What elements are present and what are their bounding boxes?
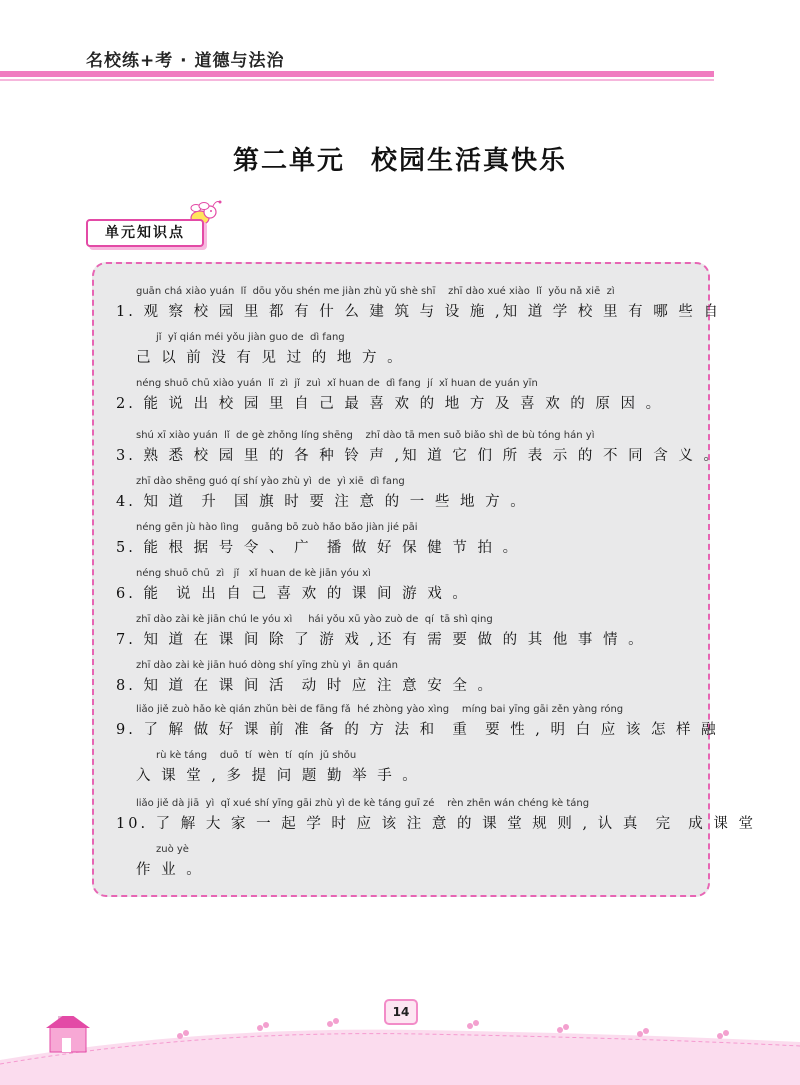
knowledge-item-text: 作 业 。: [136, 862, 204, 878]
unit-name: 校园生活真快乐: [371, 146, 568, 176]
knowledge-item-text: 10. 了 解 大 家 一 起 学 时 应 该 注 意 的 课 堂 规 则 , 认 真 完 成 课 堂: [116, 816, 757, 832]
unit-title: [0, 140, 800, 177]
knowledge-item-text: 5. 能 根 据 号 令 、 广 播 做 好 保 健 节 拍 。: [116, 540, 521, 556]
section-badge: 单元知识点: [86, 219, 204, 247]
house-icon: [46, 1016, 90, 1052]
page-number: 14: [384, 999, 418, 1025]
knowledge-item-text: 己 以 前 没 有 见 过 的 地 方 。: [136, 350, 405, 366]
knowledge-item-text: 4. 知 道 升 国 旗 时 要 注 意 的 一 些 地 方 。: [116, 494, 528, 510]
header-rule: [0, 71, 714, 77]
knowledge-item-text: 9. 了 解 做 好 课 前 准 备 的 方 法 和 重 要 性 , 明 白 应 该 怎 样 融: [116, 722, 719, 738]
pinyin-line: néng shuō chū zì jǐ xǐ huan de kè jiān yóu xì: [136, 568, 371, 579]
knowledge-item-text: 8. 知 道 在 课 间 活 动 时 应 注 意 安 全 。: [116, 678, 495, 694]
pinyin-line: néng shuō chū xiào yuán lǐ zì jǐ zuì xǐ huan de dì fang jí xǐ huan de yuán yīn: [136, 378, 538, 389]
pinyin-line: zhī dào shēng guó qí shí yào zhù yì de yì xiē dì fang: [136, 476, 405, 487]
knowledge-item-text: 入 课 堂 , 多 提 问 题 勤 举 手 。: [136, 768, 420, 784]
footer-decoration: [0, 1016, 800, 1085]
unit-part: 第二单元: [232, 146, 345, 176]
header-rule-thin: [0, 79, 714, 81]
pinyin-line: rù kè táng duō tí wèn tí qín jǔ shǒu: [156, 750, 357, 761]
knowledge-item-text: 6. 能 说 出 自 己 喜 欢 的 课 间 游 戏 。: [116, 586, 470, 602]
knowledge-item-text: 3. 熟 悉 校 园 里 的 各 种 铃 声 ,知 道 它 们 所 表 示 的 不 同 含 义 。: [116, 448, 721, 464]
page-header: [0, 0, 800, 80]
pinyin-line: zuò yè: [156, 844, 189, 855]
pinyin-line: liǎo jiě zuò hǎo kè qián zhǔn bèi de fāng fǎ hé zhòng yào xìng míng bai yīng gāi zěn yàng róng: [136, 704, 624, 715]
pinyin-line: shú xī xiào yuán lǐ de gè zhǒng líng shēng zhī dào tā men suǒ biǎo shì de bù tóng hán yì: [136, 430, 595, 441]
knowledge-item-text: 2. 能 说 出 校 园 里 自 己 最 喜 欢 的 地 方 及 喜 欢 的 原 因 。: [116, 396, 664, 412]
knowledge-item-text: 1. 观 察 校 园 里 都 有 什 么 建 筑 与 设 施 ,知 道 学 校 里 有 哪 些 自: [116, 304, 721, 320]
pinyin-line: liǎo jiě dà jiā yì qǐ xué shí yīng gāi zhù yì de kè táng guī zé rèn zhēn wán chéng kè táng: [136, 798, 590, 809]
knowledge-panel: [92, 262, 757, 897]
pinyin-line: zhī dào zài kè jiān chú le yóu xì hái yǒu xū yào zuò de qí tā shì qing: [136, 614, 493, 625]
pinyin-line: zhī dào zài kè jiān huó dòng shí yīng zhù yì ān quán: [136, 660, 398, 671]
pinyin-line: néng gēn jù hào lìng guǎng bō zuò hǎo bǎo jiàn jié pāi: [136, 522, 418, 533]
knowledge-item-text: 7. 知 道 在 课 间 除 了 游 戏 ,还 有 需 要 做 的 其 他 事 情 。: [116, 632, 646, 648]
pinyin-line: guān chá xiào yuán lǐ dōu yǒu shén me jiàn zhù yǔ shè shī zhī dào xué xiào lǐ yǒu nǎ xiē zì: [136, 286, 615, 297]
pinyin-line: jǐ yǐ qián méi yǒu jiàn guo de dì fang: [156, 332, 345, 343]
book-title: 名校练+考 · 道德与法治: [86, 51, 285, 71]
